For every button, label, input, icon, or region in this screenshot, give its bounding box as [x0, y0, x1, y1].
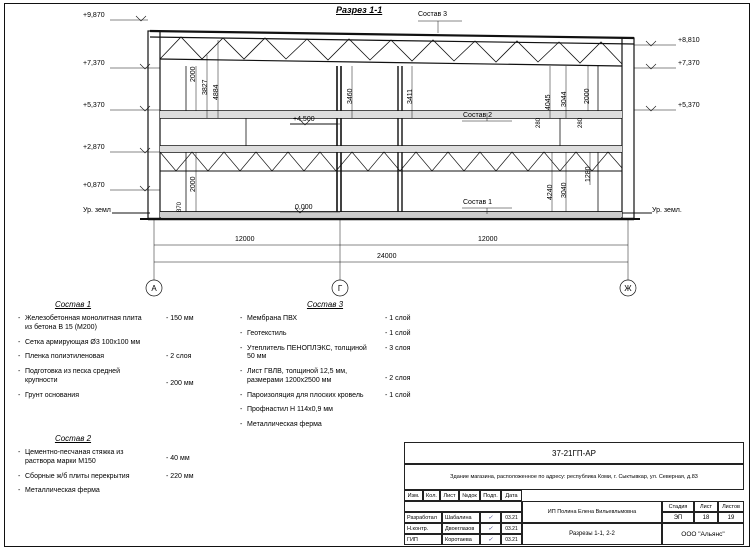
spec-item-text: Утеплитель ПЕНОПЛЭКС, толщиной 50 мм	[247, 344, 367, 361]
level-right-ground: Ур. земл.	[652, 207, 682, 214]
spec-row	[240, 406, 470, 415]
spec-row	[18, 339, 238, 348]
bullet-dash: -	[240, 329, 243, 337]
col-header-podp: Подп.	[480, 490, 501, 501]
dim-right-4240: 4240	[547, 184, 554, 200]
bullet-dash: -	[18, 338, 21, 346]
titleblock-code: 37-21ГП-АР	[404, 442, 744, 464]
spec-item-text: Профнастил Н 114х0,9 мм	[247, 406, 333, 414]
dim-right-4045: 4045	[545, 94, 552, 110]
spec-sostav-2-title: Состав 2	[54, 434, 92, 443]
col-header-data: Дата	[501, 490, 522, 501]
spec-row	[18, 473, 238, 482]
stage-value-listov: 19	[718, 512, 744, 523]
spec-row	[18, 315, 238, 333]
stage-value-list: 18	[694, 512, 718, 523]
dim-right-2000: 2000	[584, 88, 591, 104]
spec-sostav-1	[18, 300, 238, 406]
spec-item-text: Металлическая ферма	[247, 421, 322, 428]
spec-item-text: Металлическая ферма	[25, 487, 100, 495]
role-signature-2: ✓	[480, 534, 501, 545]
level-inner-4500: +4,500	[293, 116, 315, 123]
bullet-dash: -	[18, 472, 21, 480]
spec-item-value: - 2 слоя	[166, 353, 192, 361]
dim-right-280b: 280	[578, 117, 584, 128]
bullet-dash: -	[18, 391, 21, 399]
spec-item-value: - 150 мм	[166, 315, 194, 322]
role-date-0: 03.21	[501, 512, 522, 523]
spec-item-value: - 40 мм	[166, 455, 190, 462]
level-left-ground: Ур. земл	[83, 207, 111, 214]
role-name-2: Коротаева	[442, 534, 480, 545]
spec-item-text: Подготовка из песка средней крупности	[25, 368, 120, 384]
bullet-dash: -	[240, 315, 243, 322]
bullet-dash: -	[18, 368, 21, 375]
spec-item-text: Мембрана ПВХ	[247, 315, 298, 322]
titleblock-designer: ИП Полина Елена Вильевльмовна	[522, 501, 662, 523]
spec-item-value: - 200 мм	[166, 380, 194, 387]
dim-right-1280: 1280	[585, 166, 592, 182]
spec-sostav-2	[18, 434, 238, 502]
level-right-2: +7,370	[678, 60, 700, 67]
level-right-1: +8,810	[678, 37, 700, 44]
section-title: Разрез 1-1	[336, 5, 383, 15]
dim-span-left: 12000	[235, 236, 255, 243]
stage-header-list: Лист	[694, 501, 718, 512]
stage-header-stadia: Стадия	[662, 501, 694, 512]
spec-item-value: - 1 слой	[385, 391, 411, 399]
spec-item-text: Грунт основания	[25, 391, 79, 399]
role-label-1: Н.контр.	[404, 523, 442, 534]
stage-header-listov: Листов	[718, 501, 744, 512]
dim-right-280a: 280	[536, 117, 542, 128]
spec-item-text: Цементно-песчаная стяжка из раствора марки М150	[25, 449, 124, 465]
role-label-2: ГИП	[404, 534, 442, 545]
level-inner-0000: 0,000	[295, 204, 313, 211]
spec-sostav-3-title: Состав 3	[306, 300, 344, 309]
bullet-dash: -	[240, 391, 243, 399]
spec-row	[240, 345, 470, 363]
spec-item-text: Лист ГВЛВ, толщиной 12,5 мм, размерами 1200х2500 мм	[247, 368, 348, 384]
role-name-0: Шабалина	[442, 512, 480, 523]
dim-left-2000-lower: 2000	[190, 176, 197, 192]
spec-item-value: - 220 мм	[166, 472, 194, 480]
role-name-1: Двоеглазов	[442, 523, 480, 534]
axis-label-g: Г	[337, 284, 343, 293]
spec-item-text: Сборные ж/б плиты перекрытия	[25, 472, 130, 480]
spec-item-value: - 2 слоя	[385, 375, 411, 382]
spec-item-text: Сетка армирующая Ø3 100х100 мм	[25, 338, 141, 346]
titleblock-sheet-title: Разрезы 1-1, 2-2	[522, 523, 662, 545]
spec-item-value: - 1 слой	[385, 329, 411, 337]
level-left-3: +5,370	[83, 102, 105, 109]
spec-row	[18, 353, 238, 362]
dim-right-3040: 3040	[561, 182, 568, 198]
callout-sostav-1: Состав 1	[463, 199, 493, 206]
spec-item-value: - 1 слой	[385, 315, 411, 322]
title-block	[404, 442, 744, 543]
spec-row	[18, 392, 238, 401]
role-date-2: 03.21	[501, 534, 522, 545]
bullet-dash: -	[18, 487, 21, 495]
col-header-kol: Кол.	[423, 490, 440, 501]
bullet-dash: -	[18, 449, 21, 456]
axis-label-a: А	[151, 284, 157, 293]
col-header-izm: Изм.	[404, 490, 423, 501]
callout-sostav-2: Состав 2	[463, 112, 493, 119]
dim-mid-3411: 3411	[407, 88, 414, 104]
titleblock-company: ООО "Альянс"	[662, 523, 744, 545]
role-signature-1: ✓	[480, 523, 501, 534]
level-right-3: +5,370	[678, 102, 700, 109]
role-date-1: 03.21	[501, 523, 522, 534]
spec-row	[240, 368, 470, 386]
dim-mid-3460: 3460	[347, 88, 354, 104]
col-header-list: Лист	[440, 490, 459, 501]
spec-row	[240, 392, 470, 401]
spec-item-text: Пароизоляция для плоских кровель	[247, 391, 364, 399]
spec-row	[18, 487, 238, 496]
stage-value-stadia: ЭП	[662, 512, 694, 523]
bullet-dash: -	[240, 344, 243, 352]
level-left-1: +9,870	[83, 12, 105, 19]
callout-sostav-3: Состав 3	[418, 11, 448, 18]
bullet-dash: -	[240, 368, 243, 375]
role-signature-0: ✓	[480, 512, 501, 523]
spec-sostav-1-title: Состав 1	[54, 300, 92, 309]
dim-right-3044: 3044	[561, 91, 568, 107]
bullet-dash: -	[240, 406, 243, 414]
dim-left-4884: 4884	[213, 84, 220, 100]
titleblock-object: Здание магазина, расположенное по адресу: республика Коми, г. Сыктывкар, ул. Северная, д.83	[404, 464, 744, 490]
axis-label-zh: Ж	[624, 284, 632, 293]
col-header-ndok: №док	[459, 490, 480, 501]
spec-item-text: Железобетонная монолитная плита из бетона В 15 (М200)	[25, 315, 142, 331]
spec-row	[240, 330, 470, 339]
bullet-dash: -	[240, 421, 243, 428]
dim-left-870: 870	[177, 201, 183, 212]
level-left-5: +0,870	[83, 182, 105, 189]
spec-item-text: Геотекстиль	[247, 329, 287, 337]
spec-item-text: Пленка полиэтиленовая	[25, 353, 105, 361]
spec-sostav-3	[240, 300, 470, 436]
spec-item-value: - 3 слоя	[385, 344, 411, 352]
spec-row	[18, 449, 238, 467]
dim-span-right: 12000	[478, 236, 498, 243]
role-label-0: Разработал	[404, 512, 442, 523]
revision-row-empty	[404, 501, 522, 512]
bullet-dash: -	[18, 315, 21, 322]
spec-row	[240, 421, 470, 430]
dim-left-2000-upper: 2000	[190, 66, 197, 82]
bullet-dash: -	[18, 353, 21, 361]
level-left-2: +7,370	[83, 60, 105, 67]
level-left-4: +2,870	[83, 144, 105, 151]
spec-row	[18, 368, 238, 386]
dim-left-3827: 3827	[202, 79, 209, 95]
dim-total: 24000	[377, 253, 397, 260]
spec-row	[240, 315, 470, 324]
